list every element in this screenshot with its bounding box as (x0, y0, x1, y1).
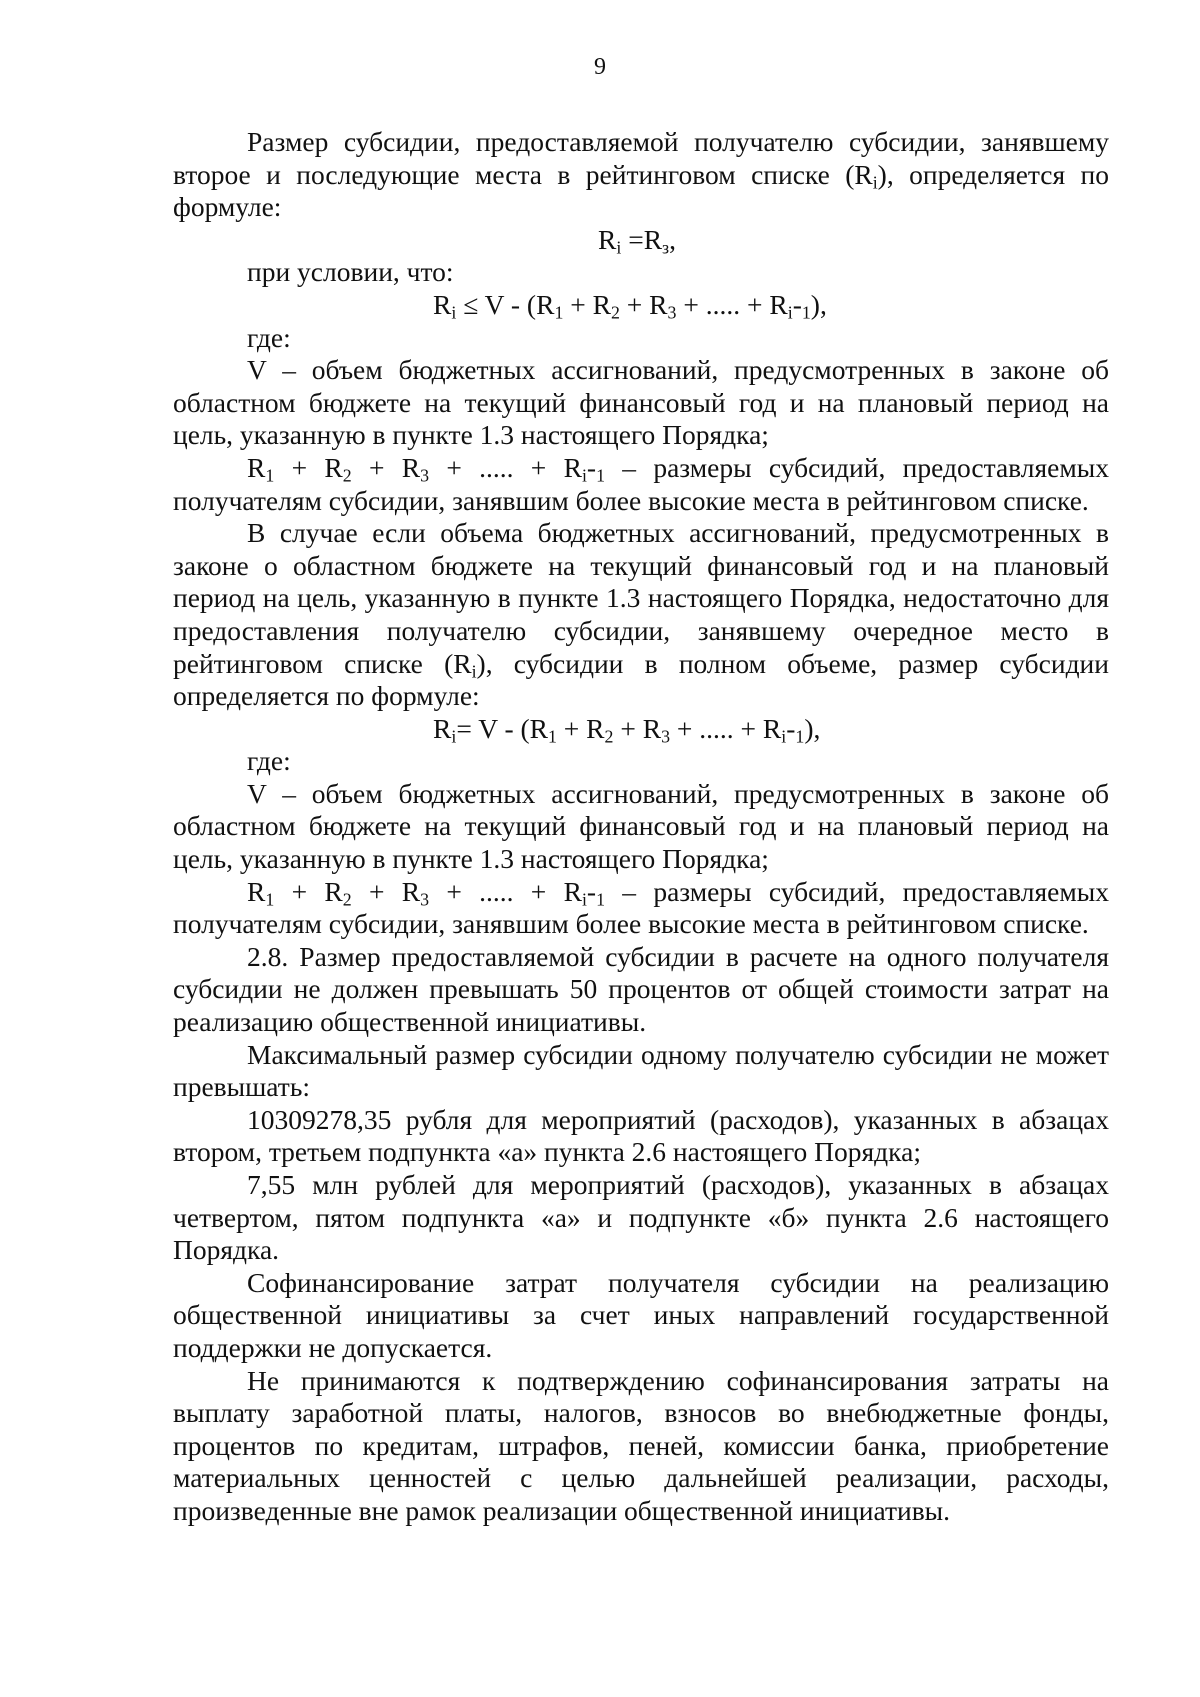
paragraph-cofinancing: Софинансирование затрат получателя субсидии на реализацию общественной инициативы за счет иных направлений государственной поддержки не допускается. (173, 1266, 1109, 1363)
formula-ri-remainder: $R_i= V - (R_1 + R_2 + R_3$ + ..... + $R_i-_1$), (433, 712, 821, 747)
paragraph-insufficient-budget: В случае если объема бюджетных ассигнований, предусмотренных в законе о областном бюджете на текущий финансовый год и на плановый период на цель, указанную в пункте 1.3 настоящего Порядка, недостаточно для предоставления получателю субсидии, занявшему очередное место в рейтинговом списке $(R_i)$, субсидии в полном объеме, размер субсидии определяется по формуле: (173, 517, 1109, 712)
paragraph-amount-1: 10309278,35 рубля для мероприятий (расходов), указанных в абзацах втором, третьем подпункта «а» пункта 2.6 настоящего Порядка; (173, 1103, 1109, 1168)
paragraph-not-accepted: Не принимаются к подтверждению софинансирования затраты на выплату заработной платы, налогов, взносов во внебюджетные фонды, процентов по кредитам, штрафов, пеней, комиссии банка, приобретение материальных ценностей с целью дальнейшей реализации, расходы, произведенные вне рамок реализации общественной инициативы. (173, 1364, 1109, 1526)
paragraph-amount-2: 7,55 млн рублей для мероприятий (расходов), указанных в абзацах четвертом, пятом подпункта «а» и подпункте «б» пункта 2.6 настоящего Порядка. (173, 1169, 1109, 1266)
formula-ri-condition: $R_i \le V - (R_1 + R_2 + R_3$ + ..... + $R_i-_1$), (433, 288, 827, 323)
paragraph-2-8: 2.8. Размер предоставляемой субсидии в расчете на одного получателя субсидии не должен превышать 50 процентов от общей стоимости затрат на реализацию общественной инициативы. (173, 940, 1109, 1038)
paragraph-max-subsidy: Максимальный размер субсидии одному получателю субсидии не может превышать: (173, 1038, 1109, 1103)
document-body (173, 126, 1109, 1528)
where-label-1: где: (247, 321, 291, 353)
where-label-2: где: (247, 745, 291, 777)
page-number: 9 (594, 54, 606, 80)
paragraph-subsidy-size-second-place: Размер субсидии, предоставляемой получателю субсидии, занявшему второе и последующие места в рейтинговом списке $(R_i)$, определяется по формуле: (173, 126, 1110, 223)
definition-r-sum-2: $R_1 + R_2 + R_3$ + ..... + $R_i-_1$ – размеры субсидий, предоставляемых получателям субсидии, занявшим более высокие места в рейтинговом списке. (173, 875, 1109, 940)
definition-v-2: V – объем бюджетных ассигнований, предусмотренных в законе об областном бюджете на текущий финансовый год и на плановый период на цель, указанную в пункте 1.3 настоящего Порядка; (173, 777, 1109, 875)
condition-label: при условии, что: (247, 256, 454, 288)
definition-v-1: V – объем бюджетных ассигнований, предусмотренных в законе об областном бюджете на текущий финансовый год и на плановый период на цель, указанную в пункте 1.3 настоящего Порядка; (173, 354, 1109, 451)
definition-r-sum-1: $R_1 + R_2 + R_3$ + ..... + $R_i-_1$ – размеры субсидий, предоставляемых получателям субсидии, занявшим более высокие места в рейтинговом списке. (173, 451, 1109, 516)
formula-ri-equals-r3: $R_i =R_з$, (598, 223, 676, 258)
